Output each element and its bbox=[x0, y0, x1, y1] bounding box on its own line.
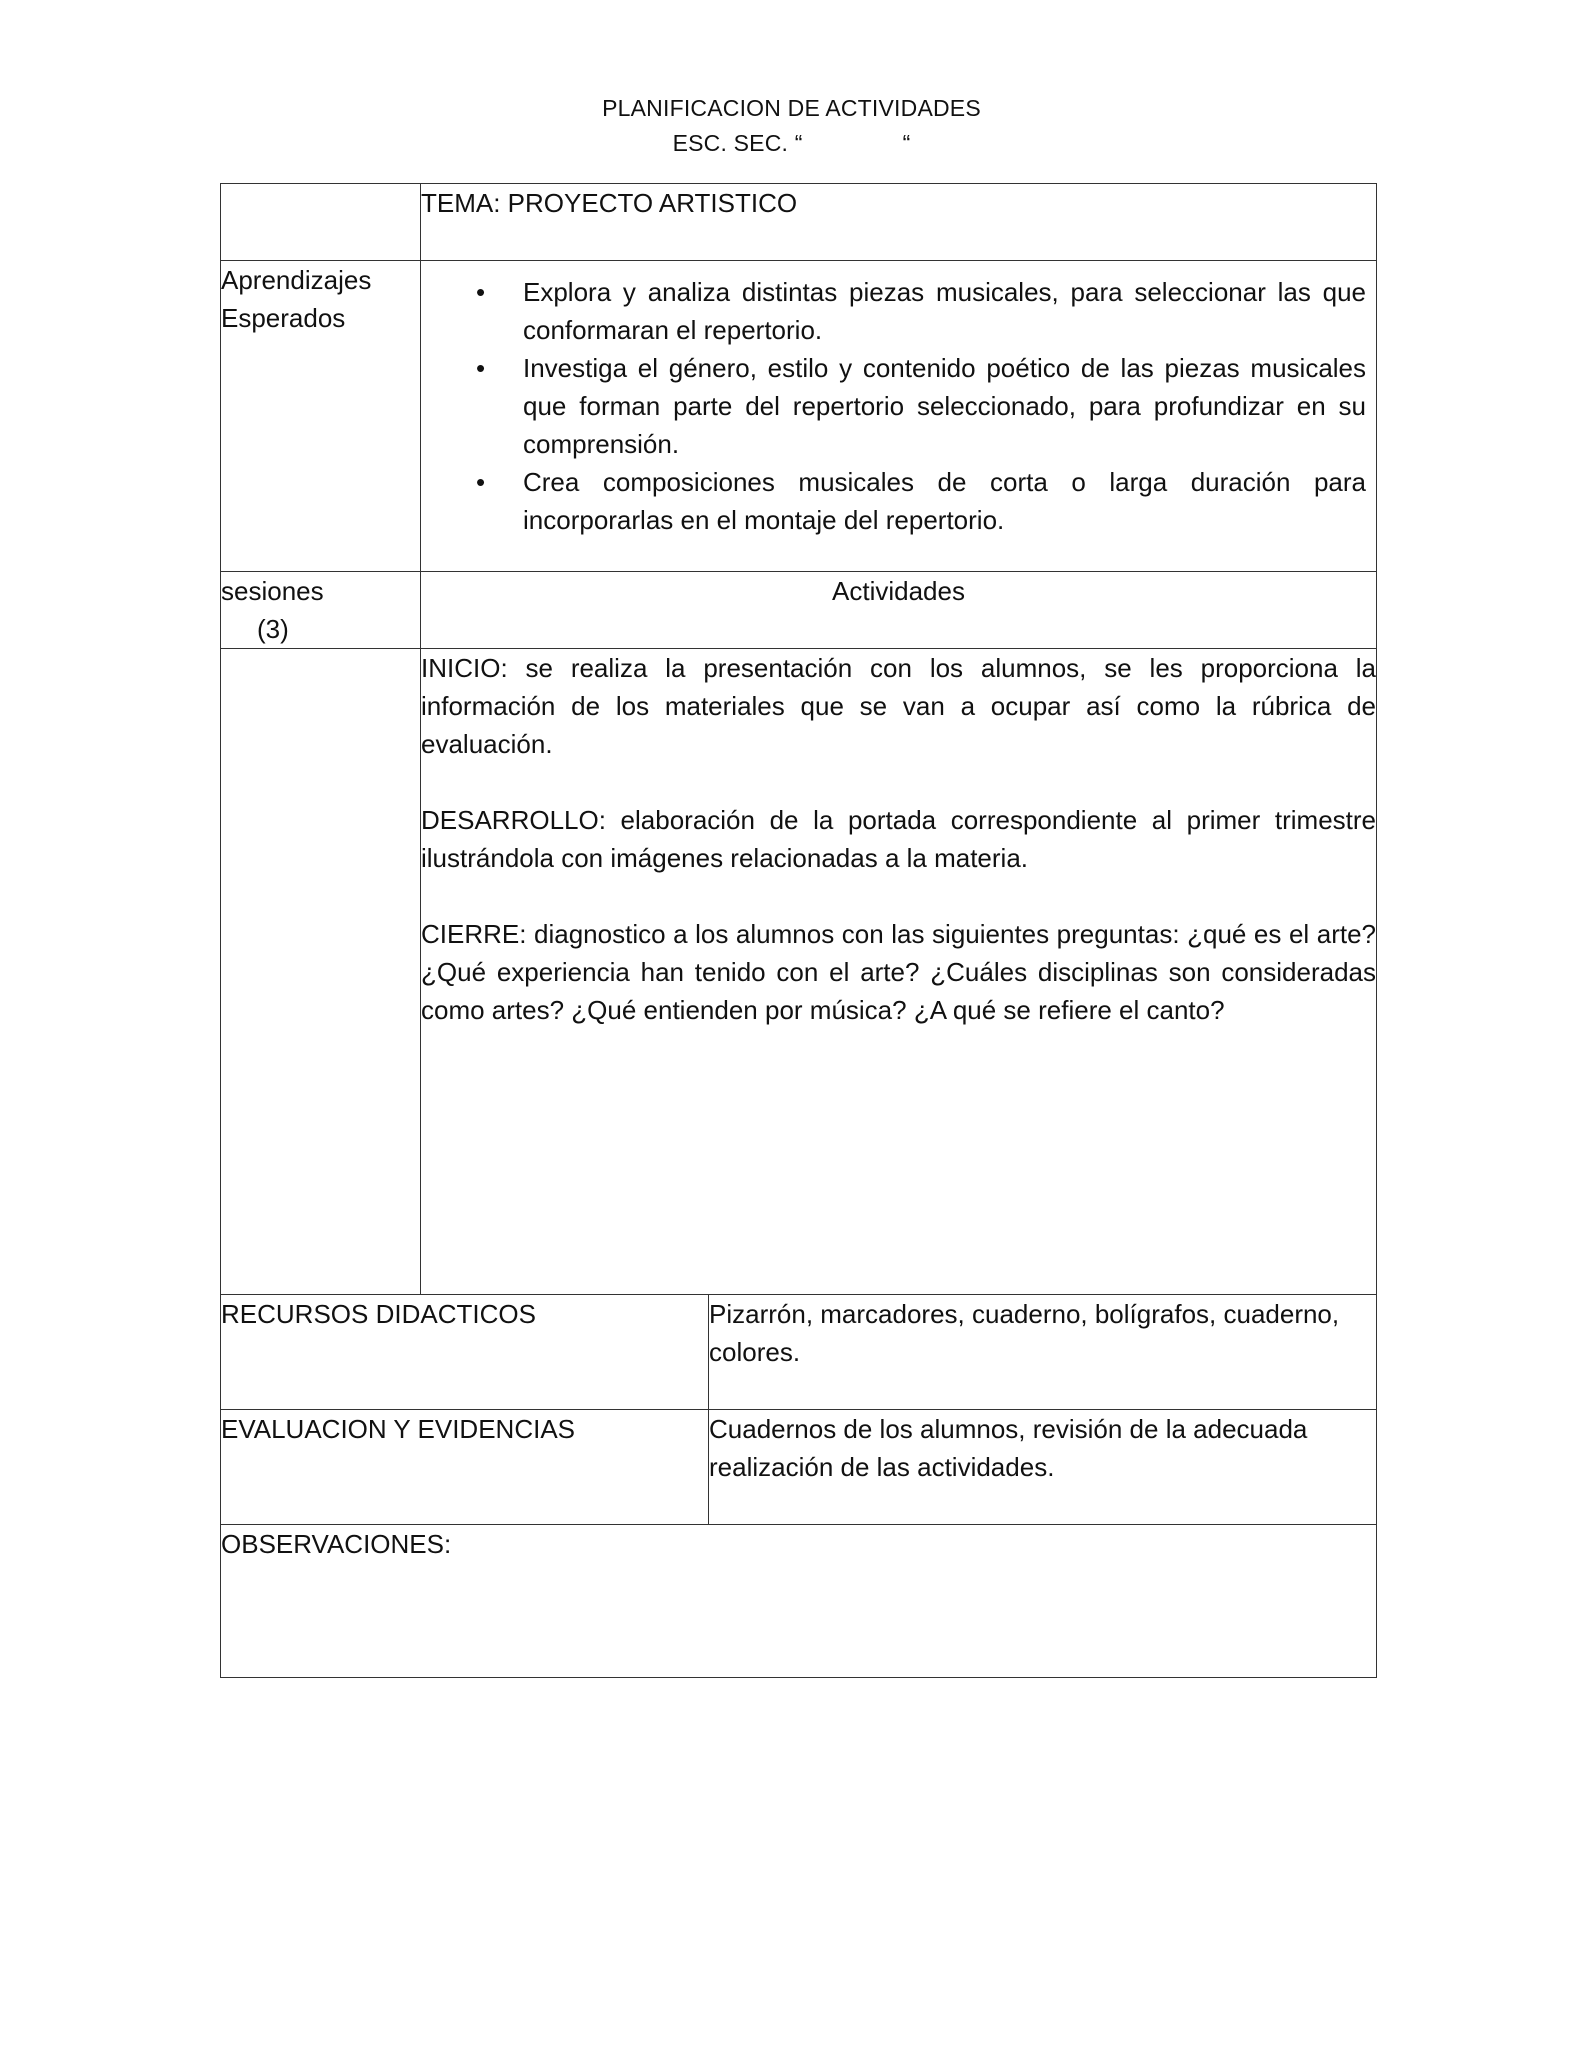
aprendizajes-label-cell bbox=[221, 261, 421, 572]
list-item bbox=[421, 273, 1366, 349]
bullet-icon: • bbox=[476, 353, 486, 383]
aprendizajes-cell bbox=[421, 261, 1377, 572]
evaluacion-row bbox=[221, 1410, 1377, 1525]
tema-text: TEMA: PROYECTO ARTISTICO bbox=[421, 188, 798, 218]
bullet-icon: • bbox=[476, 467, 486, 497]
activities-cell bbox=[421, 649, 1377, 1295]
actividades-label: Actividades bbox=[832, 576, 965, 606]
recursos-row bbox=[221, 1295, 1377, 1410]
evaluacion-value: Cuadernos de los alumnos, revisión de la adecuada realización de las actividades. bbox=[709, 1414, 1308, 1482]
tema-row bbox=[221, 184, 1377, 261]
school-prefix: ESC. SEC. “ bbox=[672, 130, 803, 156]
school-suffix: “ bbox=[902, 130, 911, 156]
sesiones-label: sesiones bbox=[221, 576, 324, 606]
tema-empty-cell bbox=[221, 184, 421, 261]
evaluacion-label: EVALUACION Y EVIDENCIAS bbox=[221, 1414, 576, 1444]
tema-cell bbox=[421, 184, 1377, 261]
planning-table bbox=[220, 183, 1377, 1678]
observaciones-row bbox=[221, 1525, 1377, 1678]
recursos-label-cell bbox=[221, 1295, 709, 1410]
aprendizajes-label-line2: Esperados bbox=[221, 303, 346, 333]
inicio-paragraph: INICIO: se realiza la presentación con los alumnos, se les proporciona la información de los materiales que se van a ocupar así como la rúbrica de evaluación. bbox=[421, 653, 1377, 759]
list-item bbox=[421, 349, 1366, 463]
evaluacion-value-cell bbox=[709, 1410, 1377, 1525]
recursos-value: Pizarrón, marcadores, cuaderno, bolígrafos, cuaderno, colores. bbox=[709, 1299, 1340, 1367]
evaluacion-label-cell bbox=[221, 1410, 709, 1525]
activities-empty-cell bbox=[221, 649, 421, 1295]
cierre-paragraph: CIERRE: diagnostico a los alumnos con las siguientes preguntas: ¿qué es el arte? ¿Qué experiencia han tenido con el arte? ¿Cuáles disciplinas son consideradas como artes? ¿Qué entienden por música? ¿A qué se refiere el canto? bbox=[421, 919, 1377, 1025]
sesiones-row bbox=[221, 572, 1377, 649]
observaciones-cell bbox=[221, 1525, 1377, 1678]
sesiones-cell bbox=[221, 572, 421, 649]
aprendizaje-text: Investiga el género, estilo y contenido poético de las piezas musicales que forman parte del repertorio seleccionado, para profundizar en su comprensión. bbox=[523, 353, 1367, 459]
observaciones-label: OBSERVACIONES: bbox=[221, 1529, 452, 1559]
desarrollo-paragraph: DESARROLLO: elaboración de la portada correspondiente al primer trimestre ilustrándola con imágenes relacionadas a la materia. bbox=[421, 805, 1377, 873]
sesiones-count: (3) bbox=[257, 614, 289, 644]
activities-row bbox=[221, 649, 1377, 1295]
list-item bbox=[421, 463, 1366, 539]
aprendizajes-row bbox=[221, 261, 1377, 572]
recursos-label: RECURSOS DIDACTICOS bbox=[221, 1299, 536, 1329]
aprendizaje-text: Explora y analiza distintas piezas musicales, para seleccionar las que conformaran el repertorio. bbox=[523, 277, 1367, 345]
document-title: PLANIFICACION DE ACTIVIDADES bbox=[602, 95, 981, 121]
actividades-header-cell bbox=[421, 572, 1377, 649]
aprendizajes-label-line1: Aprendizajes bbox=[221, 265, 372, 295]
recursos-value-cell bbox=[709, 1295, 1377, 1410]
bullet-icon: • bbox=[476, 277, 486, 307]
aprendizajes-list bbox=[421, 261, 1376, 539]
aprendizaje-text: Crea composiciones musicales de corta o larga duración para incorporarlas en el montaje del repertorio. bbox=[523, 467, 1367, 535]
school-line bbox=[0, 130, 1583, 157]
